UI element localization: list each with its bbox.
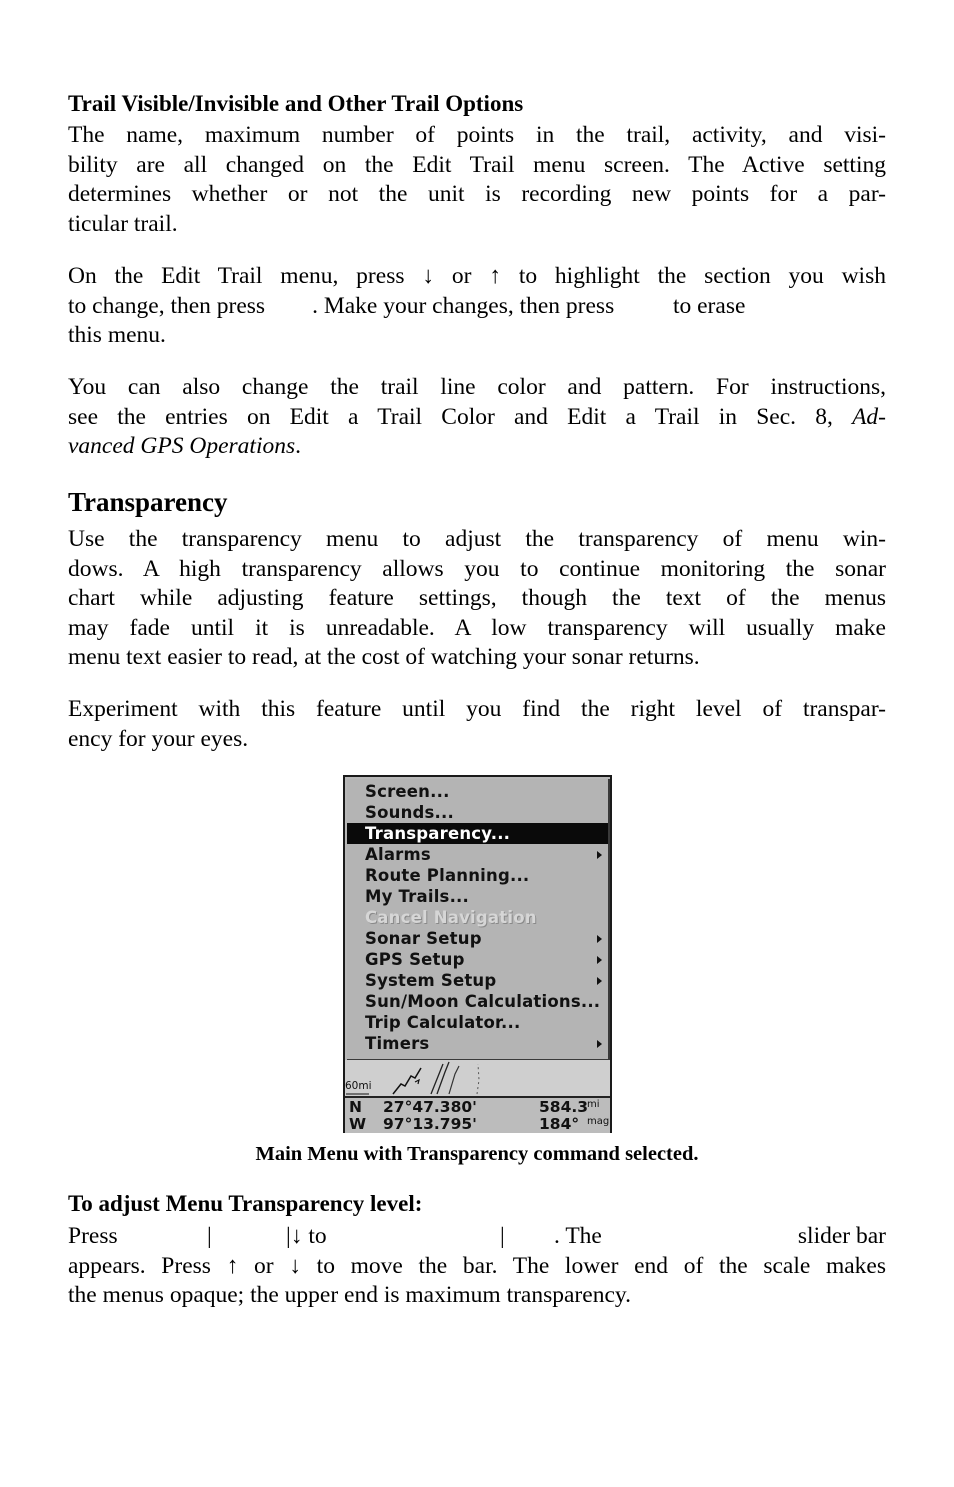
text-line <box>68 1222 886 1252</box>
submenu-arrow-icon <box>597 1040 602 1048</box>
longitude-hemisphere: W <box>349 1115 367 1133</box>
menu-item-label: Alarms <box>365 845 431 864</box>
longitude-value: 97°13.795' <box>383 1115 477 1133</box>
menu-item-label: Sonar Setup <box>365 929 482 948</box>
submenu-arrow-icon <box>597 977 602 985</box>
latitude-hemisphere: N <box>349 1098 362 1116</box>
menu-item-label: Transparency... <box>365 824 511 843</box>
submenu-arrow-icon <box>597 935 602 943</box>
trail-options-paragraph <box>68 121 886 239</box>
distance-value: 584.3 <box>539 1098 589 1116</box>
italic-text: Ad- <box>852 403 886 430</box>
menu-item-trip-calculator[interactable] <box>347 1012 608 1033</box>
experiment-paragraph <box>68 695 886 754</box>
adjust-transparency-paragraph <box>68 1222 886 1311</box>
text-line: ticular trail. <box>68 210 178 237</box>
menu-item-label: System Setup <box>365 971 497 990</box>
map-strip <box>345 1060 610 1096</box>
menu-item-transparency[interactable] <box>347 823 608 844</box>
menu-item-label: Screen... <box>365 782 450 801</box>
menu-item-label: Timers <box>365 1034 430 1053</box>
map-scale-label: 60mi <box>345 1080 372 1092</box>
text-line: The name, maximum number of points in the trail, activity, and visi- <box>68 122 886 148</box>
latitude-value: 27°47.380' <box>383 1098 477 1116</box>
text-line: determines whether or not the unit is recording new points for a par- <box>68 181 886 207</box>
gps-status-bar <box>345 1096 610 1133</box>
main-menu <box>347 779 610 1061</box>
section-heading-transparency: Transparency <box>68 487 228 517</box>
submenu-arrow-icon <box>597 851 602 859</box>
menu-item-label: Sun/Moon Calculations... <box>365 992 601 1011</box>
menu-item-my-trails[interactable] <box>347 886 608 907</box>
longitude-row <box>349 1115 610 1133</box>
text-line: dows. A high transparency allows you to continue monitoring the sonar <box>68 555 886 582</box>
menu-item-sonar-setup[interactable] <box>347 928 608 949</box>
menu-item-route-planning[interactable] <box>347 865 608 886</box>
italic-text: vanced GPS Operations <box>68 433 296 459</box>
transparency-paragraph <box>68 525 886 673</box>
text-fragment: | <box>500 1223 505 1249</box>
text-line: the menus opaque; the upper end is maximum transparency. <box>68 1282 631 1308</box>
menu-item-label: Route Planning... <box>365 866 530 885</box>
text-line: Experiment with this feature until you find the right level of transpar- <box>68 696 886 722</box>
menu-item-label: Sounds... <box>365 803 454 822</box>
text-line: may fade until it is unreadable. A low transparency will usually make <box>68 614 886 641</box>
text-line: On the Edit Trail menu, press ↓ or ↑ to highlight the section you wish <box>68 263 886 289</box>
text-line <box>68 403 886 433</box>
text-line: chart while adjusting feature settings, though the text of the menus <box>68 585 886 611</box>
device-screen-figure <box>343 775 612 1133</box>
text-line: menu text easier to read, at the cost of watching your sonar returns. <box>68 644 700 670</box>
menu-item-alarms[interactable] <box>347 844 608 865</box>
bearing-unit: mag <box>587 1116 610 1127</box>
menu-item-label: GPS Setup <box>365 950 465 969</box>
map-shoreline-graphic <box>345 1060 610 1096</box>
text-line: bility are all changed on the Edit Trail menu screen. The Active setting <box>68 151 886 178</box>
text-line: Use the transparency menu to adjust the transparency of menu win- <box>68 526 886 552</box>
distance-unit: mi <box>587 1099 600 1110</box>
section-heading-trail-options: Trail Visible/Invisible and Other Trail Options <box>68 91 524 116</box>
menu-item-screen[interactable] <box>347 781 608 802</box>
menu-item-cancel-navigation[interactable] <box>347 907 608 928</box>
menu-item-label: My Trails... <box>365 887 469 906</box>
text-fragment: | <box>207 1223 212 1249</box>
text-fragment: . <box>295 433 301 459</box>
text-line: appears. Press ↑ or ↓ to move the bar. The lower end of the scale makes <box>68 1252 886 1279</box>
text-line: ency for your eyes. <box>68 725 249 752</box>
text-fragment: |↓ to <box>286 1223 327 1249</box>
text-line: You can also change the trail line color and pattern. For instructions, <box>68 374 886 400</box>
section-heading-adjust-transparency: To adjust Menu Transparency level: <box>68 1191 423 1216</box>
menu-item-label: Cancel Navigation <box>365 908 537 927</box>
menu-item-timers[interactable] <box>347 1033 608 1054</box>
trail-color-paragraph <box>68 373 886 462</box>
menu-item-system-setup[interactable] <box>347 970 608 991</box>
menu-item-gps-setup[interactable] <box>347 949 608 970</box>
bearing-value: 184° <box>539 1115 580 1133</box>
text-line <box>68 432 886 462</box>
text-line: this menu. <box>68 322 166 348</box>
menu-item-label: Trip Calculator... <box>365 1013 521 1032</box>
text-line: to change, then press . Make your changes, then press to erase <box>68 292 746 319</box>
submenu-arrow-icon <box>597 956 602 964</box>
text-fragment: slider bar <box>797 1223 886 1249</box>
text-fragment: . The <box>554 1223 602 1249</box>
edit-trail-paragraph <box>68 262 886 351</box>
text-fragment: Press <box>68 1223 118 1249</box>
menu-item-sounds[interactable] <box>347 802 608 823</box>
text-fragment: see the entries on Edit a Trail Color and Edit a Trail in Sec. 8, <box>68 403 853 430</box>
figure-caption: Main Menu with Transparency command selected. <box>255 1143 699 1165</box>
latitude-row <box>349 1099 607 1116</box>
menu-item-sun-moon-calculations[interactable] <box>347 991 608 1012</box>
